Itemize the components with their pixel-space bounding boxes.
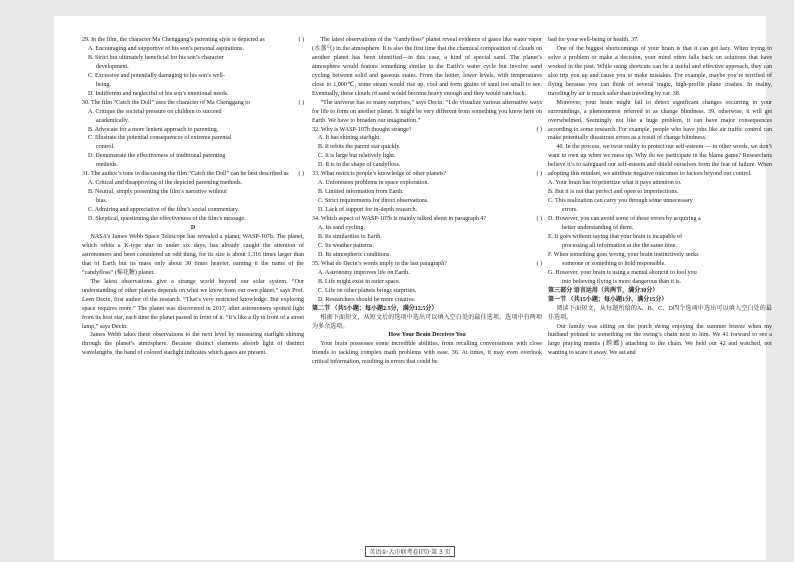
question-stem xyxy=(312,260,542,269)
section-title: D xyxy=(190,225,196,232)
answer-option: A. It has shining starlight. xyxy=(318,135,381,142)
paragraph: One of the biggest shortcomings of your brain is that it can get lazy. When trying to solve a problem or make a decision, your mind often falls back on solutions that have worked in the past. While using shortcuts can be a useful and effective approach, they can also trip you up and cause you to make mistakes. For example, maybe you’re terrified of flying because you can think of several tragic, high-profile plane crashes. In reality, traveling by air is much safer than traveling by car. 38. xyxy=(548,45,772,97)
option-continuation: academically. xyxy=(96,117,130,124)
option-continuation: development. xyxy=(96,63,129,70)
paragraph: The latest observations of the “candyfloss” planet reveal evidence of gases like water vapor (水蒸气) in the atmosphere. It is also the first time that the chemical composition of clouds on another planet has been identified—in this case, a kind of special sand. The planet’s atmosphere would feature something similar to the Earth’s water cycle but involve sand cycling between solid and gaseous states. From the hotter, lower levels, with temperatures close to 1,000℃, some steam would rise up, cool and form grains of sand too small to see. Eventually, these clouds of sand would become heavy enough and they would rain back. xyxy=(312,37,542,97)
answer-option: A. Astronomy improves life on Earth. xyxy=(318,269,410,276)
paragraph: A. Your brain has to prioritize what it pays attention to. xyxy=(548,180,682,187)
question-stem xyxy=(312,170,542,179)
option-continuation: bias. xyxy=(96,198,108,205)
option-continuation: better understanding of them. xyxy=(562,225,634,232)
answer-option: D. Indifferent and neglectful of his son’s emotional needs. xyxy=(88,90,229,97)
answer-option: A. Critique the societal pressure on children to succeed xyxy=(88,108,222,115)
option-continuation: into believing flying is more dangerous than it is. xyxy=(562,278,682,285)
answer-option: B. Its similarities to Earth. xyxy=(318,233,382,240)
answer-option: D. Its atmospheric conditions. xyxy=(318,251,391,258)
question-stem xyxy=(82,170,304,179)
paragraph: Moreover, your brain might fail to detect significant changes occurring in your surroundings, a phenomenon referred to as change blindness. 39. otherwise, it will get overwhelmed. Seemingly not like a huge problem, it can have major consequences according to some research. For example, people who have jobs like air traffic control can make potentially disastrous errors as a result of change blindness. xyxy=(548,99,772,142)
section-heading: 第二节 （共5小题；每小题2.5分，满分12.5分） xyxy=(312,305,438,312)
column-middle xyxy=(312,36,542,367)
question-text: 32. Why is WASP-107b thought strange? xyxy=(312,126,412,133)
option-continuation: someone or something to hold responsible. xyxy=(562,260,666,267)
answer-option: B. Limited information from Earth. xyxy=(318,189,404,196)
paragraph: C. This realization can carry you through some unnecessary xyxy=(548,198,693,205)
answer-option: B. Neutral, simply presenting the film’s narrative without xyxy=(88,189,227,196)
answer-bracket: ( ) xyxy=(536,216,542,223)
section-heading: 第三部分 语言运用（共两节，满分30分） xyxy=(548,287,659,294)
option-continuation: being. xyxy=(96,81,111,88)
question-stem xyxy=(312,126,542,135)
answer-option: A. Its sand cycling. xyxy=(318,225,365,232)
answer-option: C. Its weather patterns. xyxy=(318,242,374,249)
answer-option: D. Demonstrate the effectiveness of traditional parenting xyxy=(88,153,226,160)
answer-option: C. Admiring and appreciative of the film’s social commentary. xyxy=(88,207,240,214)
option-continuation: methods. xyxy=(96,162,119,169)
answer-option: C. Life on other planets brings surprises. xyxy=(318,287,417,294)
paragraph: E. It goes without saying that your brain is incapable of xyxy=(548,233,683,240)
answer-option: D. Researchers should be more creative. xyxy=(318,296,416,303)
question-text: 29. In the film, the character Ma Chenggang’s parenting style is depicted as xyxy=(82,37,265,43)
answer-option: A. Unforeseen problems in space exploration. xyxy=(318,180,429,187)
section-title: How Your Brain Deceives You xyxy=(388,332,466,339)
answer-option: C. Strict requirements for direct observations. xyxy=(318,198,429,205)
answer-bracket: ( ) xyxy=(536,171,542,178)
answer-option: B. It orbits the parent star quickly. xyxy=(318,144,401,151)
paragraph: G. However, your brain is using a mental shortcut to fool you xyxy=(548,269,697,276)
answer-bracket: ( ) xyxy=(536,260,542,267)
question-text: 35. What do Decin’s words imply in the last paragraph? xyxy=(312,260,447,267)
question-stem xyxy=(82,99,304,108)
paragraph: D. However, you can avoid some of these errors by acquiring a xyxy=(548,216,701,223)
answer-option: D. Lack of support for in-depth research. xyxy=(318,207,418,214)
answer-option: D. Skeptical, questioning the effectiveness of the film’s message. xyxy=(88,216,246,223)
question-stem xyxy=(312,215,542,224)
option-continuation: errors. xyxy=(562,207,578,214)
column-left xyxy=(82,36,304,358)
option-continuation: processing all information at the the same time. xyxy=(562,242,677,249)
answer-option: C. Excessive and potentially damaging to his son’s well- xyxy=(88,72,225,79)
question-text: 30. The film “Catch the Doll” uses the character of Ma Chenggang to xyxy=(82,99,250,106)
paragraph: 根据下面短文，从短文后的选项中选出可以填入空白处的最佳选项。选项中有两项为多余选项。 xyxy=(312,314,542,330)
question-stem xyxy=(82,36,304,45)
answer-option: C. Illustrate the potential consequences of extreme parental xyxy=(88,135,232,142)
exam-page xyxy=(54,16,772,560)
question-text: 34. Which aspect of WASP-107b is mainly talked about in paragraph 4? xyxy=(312,216,487,223)
paragraph: James Webb takes these observations to the next level by measuring starlight shining through the planet’s atmosphere. Because distinct elements absorb light of distinct wavelengths, the band of colored starlight indicates which gases are present. xyxy=(82,332,304,357)
paragraph: Our family was sitting on the porch swing enjoying the summer breeze when my husband pointed to something on the swing’s chain next to him. We 41 forward to see a large praying mantis (螳螂) attaching to the chain. We held our 42 and watched, not wanting to scare it away. We sat and xyxy=(548,323,772,357)
answer-bracket: ( ) xyxy=(536,126,542,133)
answer-option: B. Advocate for a more lenient approach to parenting. xyxy=(88,126,219,133)
page-footer xyxy=(54,546,766,557)
paragraph: “The universe has so many surprises,” says Decin. “I do visualize various alternative ways for life to form on another planet. It might be very different from something you know here on Earth. We have to broaden our imagination.” xyxy=(312,99,542,124)
paragraph: B. But it is not that perfect and open to imperfections. xyxy=(548,189,679,196)
answer-option: B. Strict but ultimately beneficial for his son’s character xyxy=(88,54,224,61)
answer-option: B. Life might exist in outer space. xyxy=(318,278,401,285)
paragraph: The latest observations give a strange world beyond our solar system. “Our understanding of other planets depends on what we know from our own planet,” says Prof. Leen Decin, first author of the research. “That’s very restricted knowledge. But exploring space requires more.” The planet was discovered in 2017, after astronomers spotted light from its host star, each time the planet passed in front of it. “It’s like a fly in front of a street lamp,” says Decin. xyxy=(82,278,304,330)
option-continuation: control. xyxy=(96,144,115,151)
answer-option: A. Encouraging and supportive of his son’s personal aspirations. xyxy=(88,45,244,52)
paragraph: Your brain possesses some incredible abilities, from recalling conversations with close friends to tackling complex math problems with ease. 36. At times, it may even overlook critical information, resulting in errors that could be xyxy=(312,341,542,366)
paragraph: 40. In the process, we twist reality to protect our self-esteem — in other words, we don’t want to own up when we mess up. Why do we participate in the blame game? Researchers believe it’s to safeguard our self-esteem and shield ourselves from the fear of failure. When adopting this mindset, we attribute negative outcomes to factors beyond our control. xyxy=(548,144,772,178)
paragraph: bad for your well-being or health. 37. xyxy=(548,37,639,43)
answer-bracket: ( ) xyxy=(298,171,304,178)
question-text: 33. What restricts people’s knowledge of other planets? xyxy=(312,171,447,178)
footer-label: 英语①·大市联考卷(四)·第 3 页 xyxy=(365,546,455,557)
paragraph: NASA’s James Webb Space Telescope has revealed a planet, WASP-107b. The planet, which orbits a K-type star in under six days, has already caught the attention of astronomers and been considered an odd thing, for its size is about 1.316 times larger than that of Earth but its mass only about 30 times heavier, earning it the name of the “candyfloss” (棉花糖) planet. xyxy=(82,233,304,276)
question-text: 31. The author’s tone in discussing the film “Catch the Doll” can be best described as xyxy=(82,171,289,178)
answer-option: C. It is large but relatively light. xyxy=(318,153,396,160)
column-right xyxy=(548,36,772,358)
answer-option: D. It is in the shape of candyfloss. xyxy=(318,162,401,169)
answer-option: A. Critical and disapproving of the depicted parenting methods. xyxy=(88,180,243,187)
answer-bracket: ( ) xyxy=(298,37,304,43)
paragraph: F. When something goes wrong, your brain instinctively seeks xyxy=(548,251,699,258)
answer-bracket: ( ) xyxy=(298,99,304,106)
paragraph: 阅读下面短文，从每题所给的A、B、C、D四个选项中选出可以填入空白处的最佳选项。 xyxy=(548,305,772,321)
section-heading: 第一节 （共15小题；每小题1分，满分15分） xyxy=(548,296,668,303)
